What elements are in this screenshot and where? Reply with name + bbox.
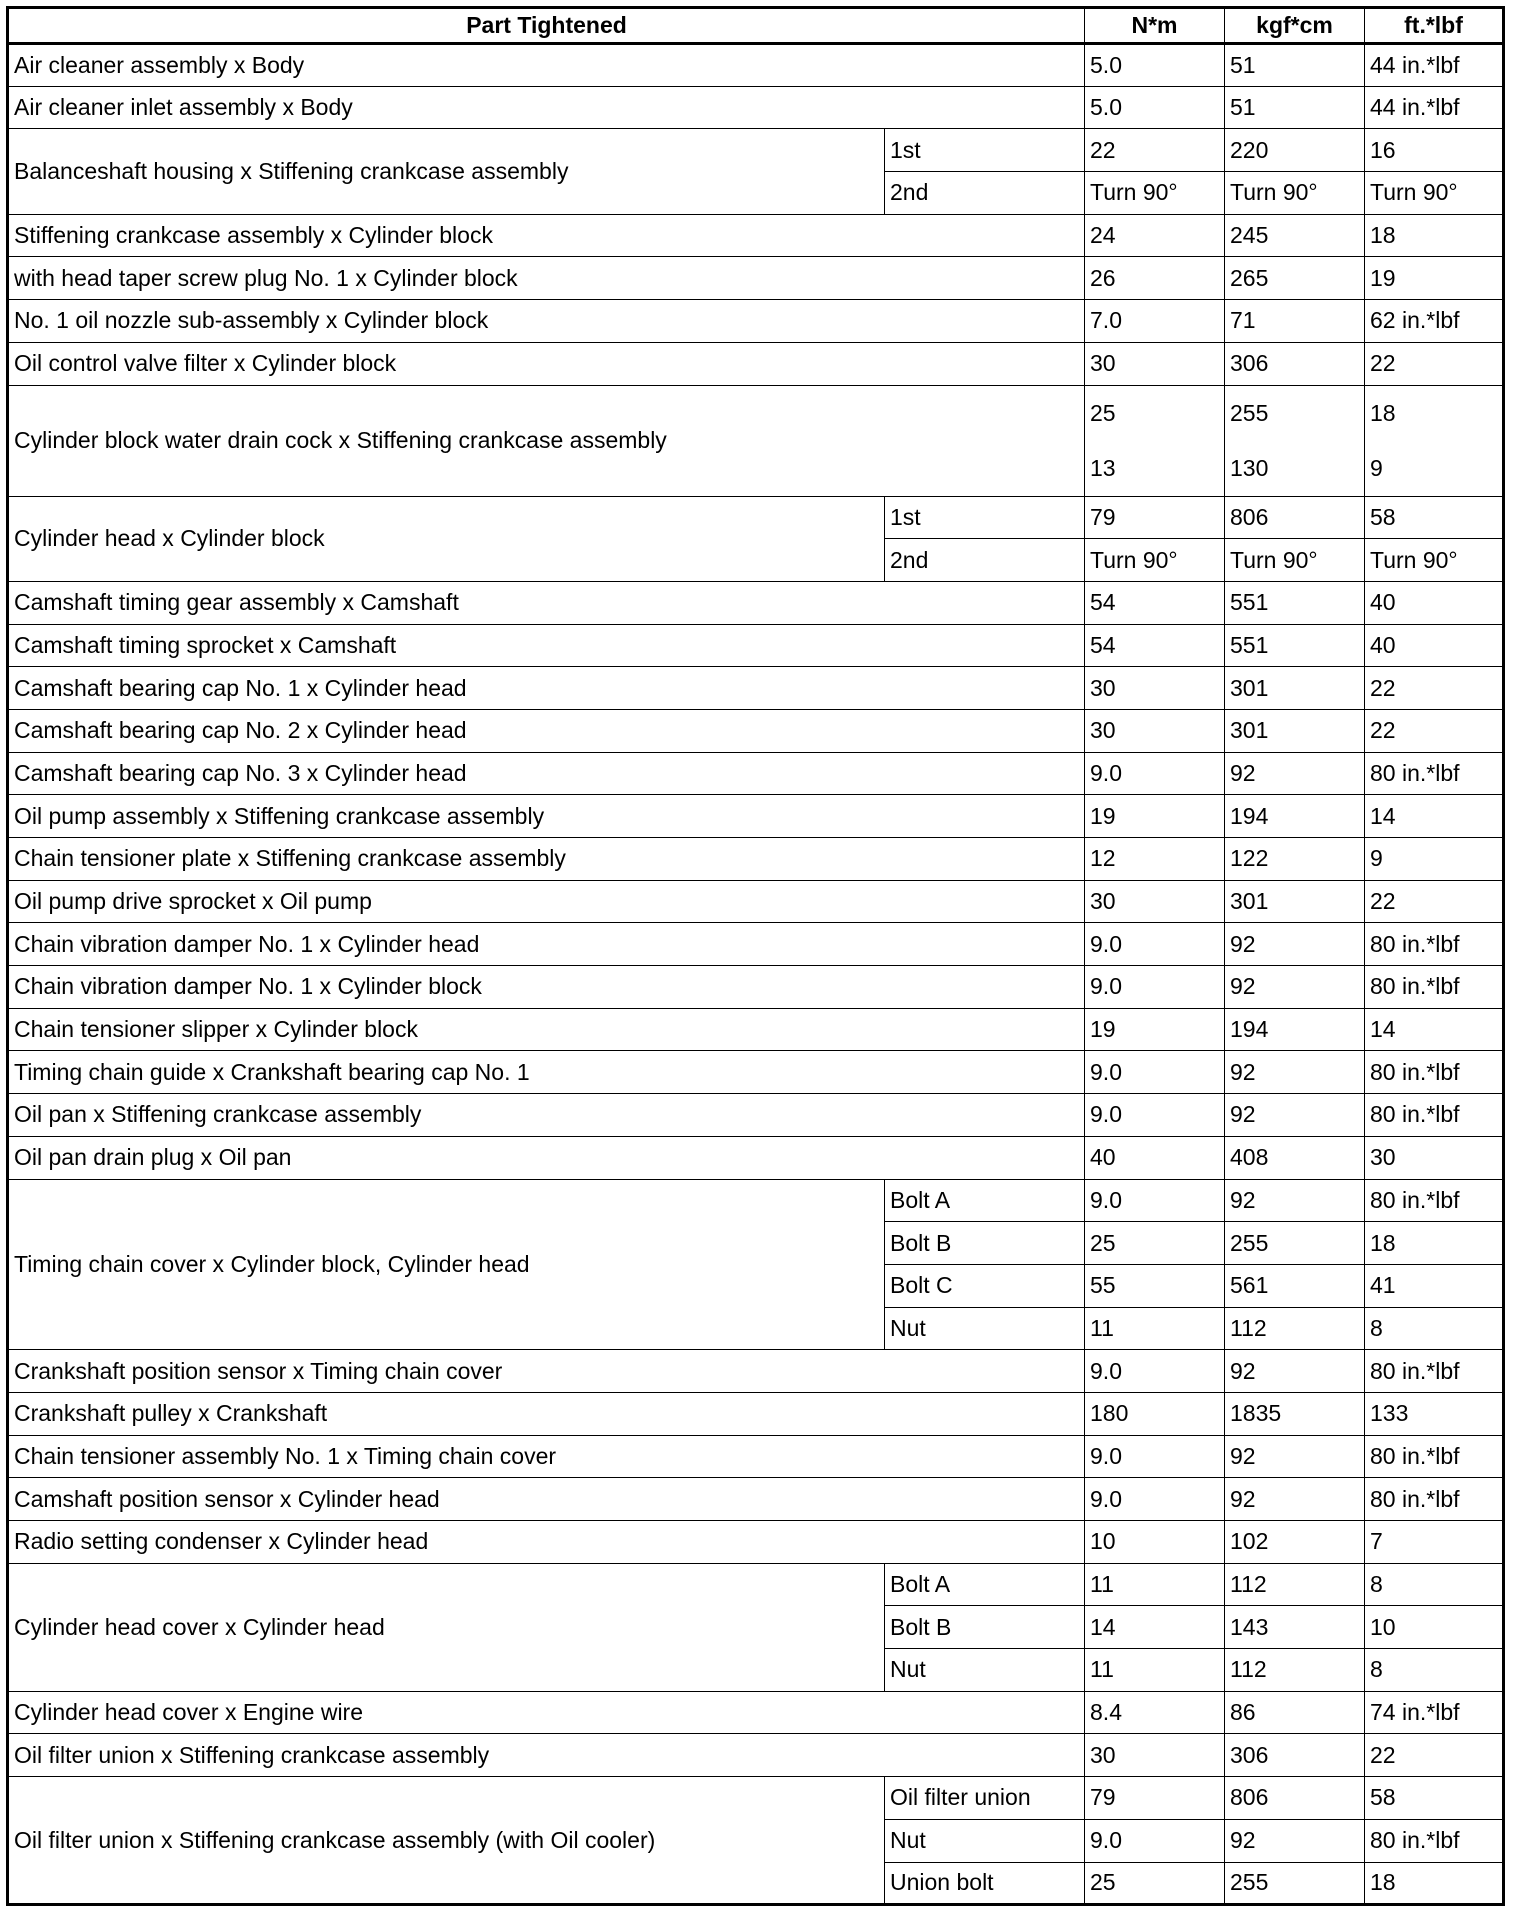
value-cell-kgf: 122 [1225,838,1365,881]
part-tightened-cell: Chain tensioner slipper x Cylinder block [8,1008,1085,1051]
value-cell-ft: 80 in.*lbf [1365,1094,1504,1137]
table-row [8,795,1504,838]
value-cell-ft: Turn 90° [1365,172,1504,215]
value-cell-ft: 18 [1365,1222,1504,1265]
value-cell-kgf: 220 [1225,129,1365,172]
value-cell-kgf: 561 [1225,1264,1365,1307]
part-tightened-cell: Cylinder head cover x Engine wire [8,1691,1085,1734]
value-cell-nm: 54 [1085,624,1225,667]
value-cell-nm: 9.0 [1085,1094,1225,1137]
table-row [8,86,1504,129]
value-cell-nm: 9.0 [1085,923,1225,966]
value-cell-kgf: 551 [1225,581,1365,624]
table-row [8,1563,1504,1606]
value-cell-nm: 25 [1085,1862,1225,1905]
value-cell-nm: 11 [1085,1307,1225,1350]
value-cell-ft: 80 in.*lbf [1365,1350,1504,1393]
value-cell-ft: 22 [1365,342,1504,385]
table-row [8,966,1504,1009]
value-cell-ft [1365,385,1504,496]
value-cell-nm: 8.4 [1085,1691,1225,1734]
sub-condition-cell: Nut [885,1819,1085,1862]
header-nm: N*m [1085,8,1225,44]
table-row [8,1734,1504,1777]
value-cell-ft: 7 [1365,1521,1504,1564]
part-tightened-cell: Oil filter union x Stiffening crankcase assembly [8,1734,1085,1777]
value-cell-nm: 22 [1085,129,1225,172]
value-cell-ft: 44 in.*lbf [1365,86,1504,129]
table-row [8,624,1504,667]
header-ft-lbf: ft.*lbf [1365,8,1504,44]
value-cell-kgf: 255 [1225,1222,1365,1265]
table-row [8,1392,1504,1435]
part-tightened-cell: Radio setting condenser x Cylinder head [8,1521,1085,1564]
value-cell-kgf: 92 [1225,1350,1365,1393]
table-row [8,1051,1504,1094]
part-tightened-cell: Camshaft bearing cap No. 3 x Cylinder head [8,752,1085,795]
part-tightened-cell: Camshaft timing gear assembly x Camshaft [8,581,1085,624]
value-cell-kgf: 245 [1225,214,1365,257]
part-tightened-cell: Chain tensioner assembly No. 1 x Timing chain cover [8,1435,1085,1478]
value-cell-kgf: 92 [1225,1478,1365,1521]
value-cell-kgf: 306 [1225,1734,1365,1777]
value-cell-nm: 24 [1085,214,1225,257]
value-cell-kgf: 92 [1225,1051,1365,1094]
value-cell-kgf: 551 [1225,624,1365,667]
value-cell-nm: 55 [1085,1264,1225,1307]
value-cell-ft: 58 [1365,1777,1504,1820]
part-tightened-cell: Timing chain cover x Cylinder block, Cylinder head [8,1179,885,1350]
part-tightened-cell: Stiffening crankcase assembly x Cylinder block [8,214,1085,257]
value-cell-kgf: 194 [1225,1008,1365,1051]
value-cell-nm: Turn 90° [1085,539,1225,582]
table-row [8,496,1504,539]
value-cell-kgf: 301 [1225,880,1365,923]
table-row [8,214,1504,257]
torque-specification-table [6,6,1505,1906]
value-cell-kgf: 806 [1225,496,1365,539]
part-tightened-cell: Chain vibration damper No. 1 x Cylinder head [8,923,1085,966]
sub-condition-cell: Bolt B [885,1222,1085,1265]
value-cell-ft: 22 [1365,880,1504,923]
value-cell-ft: 9 [1365,838,1504,881]
value-cell-nm: 14 [1085,1606,1225,1649]
value-cell-nm: 9.0 [1085,1819,1225,1862]
table-row [8,838,1504,881]
value-cell-kgf: 92 [1225,1435,1365,1478]
value-cell-nm: 9.0 [1085,1051,1225,1094]
part-tightened-cell: Oil control valve filter x Cylinder block [8,342,1085,385]
part-tightened-cell: Oil pump drive sprocket x Oil pump [8,880,1085,923]
value-line-nm: 25 [1090,399,1116,426]
value-cell-ft: 44 in.*lbf [1365,44,1504,87]
value-cell-ft: 74 in.*lbf [1365,1691,1504,1734]
value-cell-ft: 62 in.*lbf [1365,300,1504,343]
value-cell-ft: 16 [1365,129,1504,172]
sub-condition-cell: 2nd [885,172,1085,215]
value-cell-kgf: Turn 90° [1225,172,1365,215]
table-row [8,1521,1504,1564]
table-row [8,1094,1504,1137]
table-row [8,1777,1504,1820]
value-cell-nm: 19 [1085,795,1225,838]
value-cell-ft: 80 in.*lbf [1365,966,1504,1009]
part-tightened-cell: Oil pan x Stiffening crankcase assembly [8,1094,1085,1137]
value-cell-nm: 30 [1085,342,1225,385]
part-tightened-cell: Crankshaft position sensor x Timing chain cover [8,1350,1085,1393]
value-cell-nm: 26 [1085,257,1225,300]
sub-condition-cell: Bolt C [885,1264,1085,1307]
table-row [8,709,1504,752]
value-cell-ft: 8 [1365,1563,1504,1606]
value-line-ft: 18 [1370,399,1396,426]
table-row [8,1478,1504,1521]
value-cell-ft: 80 in.*lbf [1365,1435,1504,1478]
part-tightened-cell: Chain tensioner plate x Stiffening crankcase assembly [8,838,1085,881]
value-cell-ft: 80 in.*lbf [1365,1478,1504,1521]
sub-condition-cell: Bolt A [885,1179,1085,1222]
table-row [8,752,1504,795]
part-tightened-cell: Cylinder block water drain cock x Stiffening crankcase assembly [8,385,1085,496]
part-tightened-cell: Oil filter union x Stiffening crankcase assembly (with Oil cooler) [8,1777,885,1905]
table-row [8,300,1504,343]
value-cell-nm: 30 [1085,1734,1225,1777]
table-row [8,581,1504,624]
sub-condition-cell: 2nd [885,539,1085,582]
table-row [8,1008,1504,1051]
part-tightened-cell: Balanceshaft housing x Stiffening crankcase assembly [8,129,885,214]
value-cell-kgf: 86 [1225,1691,1365,1734]
part-tightened-cell: Camshaft bearing cap No. 2 x Cylinder head [8,709,1085,752]
value-cell-ft: 14 [1365,795,1504,838]
table-row [8,44,1504,87]
value-cell-kgf: 306 [1225,342,1365,385]
part-tightened-cell: Camshaft timing sprocket x Camshaft [8,624,1085,667]
value-cell-nm: 12 [1085,838,1225,881]
table-row [8,1435,1504,1478]
value-cell-nm: Turn 90° [1085,172,1225,215]
value-cell-ft: 30 [1365,1136,1504,1179]
value-cell-kgf: 92 [1225,1094,1365,1137]
sub-condition-cell: Union bolt [885,1862,1085,1905]
table-row [8,1136,1504,1179]
value-cell-kgf: Turn 90° [1225,539,1365,582]
table-row [8,385,1504,496]
value-cell-nm: 9.0 [1085,1435,1225,1478]
value-cell-kgf [1225,385,1365,496]
value-line-nm: 13 [1090,454,1116,481]
value-cell-ft: 18 [1365,1862,1504,1905]
part-tightened-cell: Air cleaner inlet assembly x Body [8,86,1085,129]
value-cell-nm: 79 [1085,1777,1225,1820]
value-cell-nm: 10 [1085,1521,1225,1564]
part-tightened-cell: Camshaft position sensor x Cylinder head [8,1478,1085,1521]
value-cell-kgf: 143 [1225,1606,1365,1649]
value-cell-kgf: 265 [1225,257,1365,300]
value-cell-kgf: 92 [1225,923,1365,966]
value-cell-nm: 19 [1085,1008,1225,1051]
value-cell-nm: 25 [1085,1222,1225,1265]
sub-condition-cell: Nut [885,1649,1085,1692]
part-tightened-cell: Camshaft bearing cap No. 1 x Cylinder head [8,667,1085,710]
part-tightened-cell: Timing chain guide x Crankshaft bearing cap No. 1 [8,1051,1085,1094]
value-cell-ft: Turn 90° [1365,539,1504,582]
table-row [8,923,1504,966]
value-cell-nm: 9.0 [1085,1179,1225,1222]
value-cell-ft: 41 [1365,1264,1504,1307]
table-row [8,129,1504,172]
value-cell-nm: 7.0 [1085,300,1225,343]
value-cell-ft: 80 in.*lbf [1365,752,1504,795]
value-cell-nm: 54 [1085,581,1225,624]
value-cell-kgf: 51 [1225,44,1365,87]
value-cell-ft: 80 in.*lbf [1365,923,1504,966]
value-cell-kgf: 71 [1225,300,1365,343]
table-row [8,880,1504,923]
value-cell-kgf: 112 [1225,1649,1365,1692]
value-cell-nm: 5.0 [1085,44,1225,87]
value-cell-ft: 10 [1365,1606,1504,1649]
sub-condition-cell: 1st [885,129,1085,172]
sub-condition-cell: 1st [885,496,1085,539]
part-tightened-cell: Cylinder head cover x Cylinder head [8,1563,885,1691]
value-cell-kgf: 112 [1225,1563,1365,1606]
value-cell-nm: 79 [1085,496,1225,539]
value-cell-nm: 9.0 [1085,966,1225,1009]
value-cell-nm: 11 [1085,1649,1225,1692]
value-cell-ft: 40 [1365,581,1504,624]
value-cell-kgf: 301 [1225,709,1365,752]
value-cell-ft: 80 in.*lbf [1365,1051,1504,1094]
header-part-tightened: Part Tightened [8,8,1085,44]
sub-condition-cell: Bolt B [885,1606,1085,1649]
part-tightened-cell: No. 1 oil nozzle sub-assembly x Cylinder block [8,300,1085,343]
value-cell-nm: 11 [1085,1563,1225,1606]
value-cell-nm: 30 [1085,880,1225,923]
header-row [8,8,1504,44]
value-cell-ft: 80 in.*lbf [1365,1819,1504,1862]
value-cell-ft: 8 [1365,1649,1504,1692]
value-cell-ft: 22 [1365,709,1504,752]
table-row [8,342,1504,385]
value-cell-ft: 80 in.*lbf [1365,1179,1504,1222]
value-cell-nm: 9.0 [1085,1478,1225,1521]
value-cell-nm: 40 [1085,1136,1225,1179]
value-cell-ft: 8 [1365,1307,1504,1350]
table-row [8,1691,1504,1734]
part-tightened-cell: Cylinder head x Cylinder block [8,496,885,581]
value-cell-nm: 5.0 [1085,86,1225,129]
value-cell-kgf: 112 [1225,1307,1365,1350]
value-cell-kgf: 92 [1225,752,1365,795]
sub-condition-cell: Oil filter union [885,1777,1085,1820]
value-cell-nm [1085,385,1225,496]
value-cell-nm: 30 [1085,709,1225,752]
value-cell-ft: 18 [1365,214,1504,257]
value-cell-ft: 58 [1365,496,1504,539]
part-tightened-cell: Oil pan drain plug x Oil pan [8,1136,1085,1179]
value-cell-kgf: 255 [1225,1862,1365,1905]
part-tightened-cell: Crankshaft pulley x Crankshaft [8,1392,1085,1435]
value-cell-nm: 9.0 [1085,1350,1225,1393]
value-cell-nm: 180 [1085,1392,1225,1435]
header-kgf-cm: kgf*cm [1225,8,1365,44]
part-tightened-cell: Oil pump assembly x Stiffening crankcase assembly [8,795,1085,838]
value-line-kgf: 255 [1230,399,1269,426]
value-cell-ft: 40 [1365,624,1504,667]
value-cell-kgf: 806 [1225,1777,1365,1820]
table-row [8,1179,1504,1222]
value-cell-kgf: 92 [1225,1179,1365,1222]
value-line-kgf: 130 [1230,454,1269,481]
value-line-ft: 9 [1370,454,1383,481]
value-cell-kgf: 92 [1225,1819,1365,1862]
value-cell-ft: 133 [1365,1392,1504,1435]
value-cell-kgf: 408 [1225,1136,1365,1179]
sub-condition-cell: Nut [885,1307,1085,1350]
value-cell-ft: 14 [1365,1008,1504,1051]
value-cell-ft: 19 [1365,257,1504,300]
value-cell-ft: 22 [1365,667,1504,710]
table-row [8,667,1504,710]
part-tightened-cell: Air cleaner assembly x Body [8,44,1085,87]
value-cell-nm: 9.0 [1085,752,1225,795]
value-cell-ft: 22 [1365,1734,1504,1777]
value-cell-kgf: 92 [1225,966,1365,1009]
table-row [8,257,1504,300]
value-cell-kgf: 301 [1225,667,1365,710]
part-tightened-cell: Chain vibration damper No. 1 x Cylinder block [8,966,1085,1009]
value-cell-kgf: 102 [1225,1521,1365,1564]
part-tightened-cell: with head taper screw plug No. 1 x Cylinder block [8,257,1085,300]
table-body [8,44,1504,1905]
value-cell-kgf: 1835 [1225,1392,1365,1435]
sub-condition-cell: Bolt A [885,1563,1085,1606]
table-row [8,1350,1504,1393]
value-cell-kgf: 51 [1225,86,1365,129]
value-cell-kgf: 194 [1225,795,1365,838]
value-cell-nm: 30 [1085,667,1225,710]
